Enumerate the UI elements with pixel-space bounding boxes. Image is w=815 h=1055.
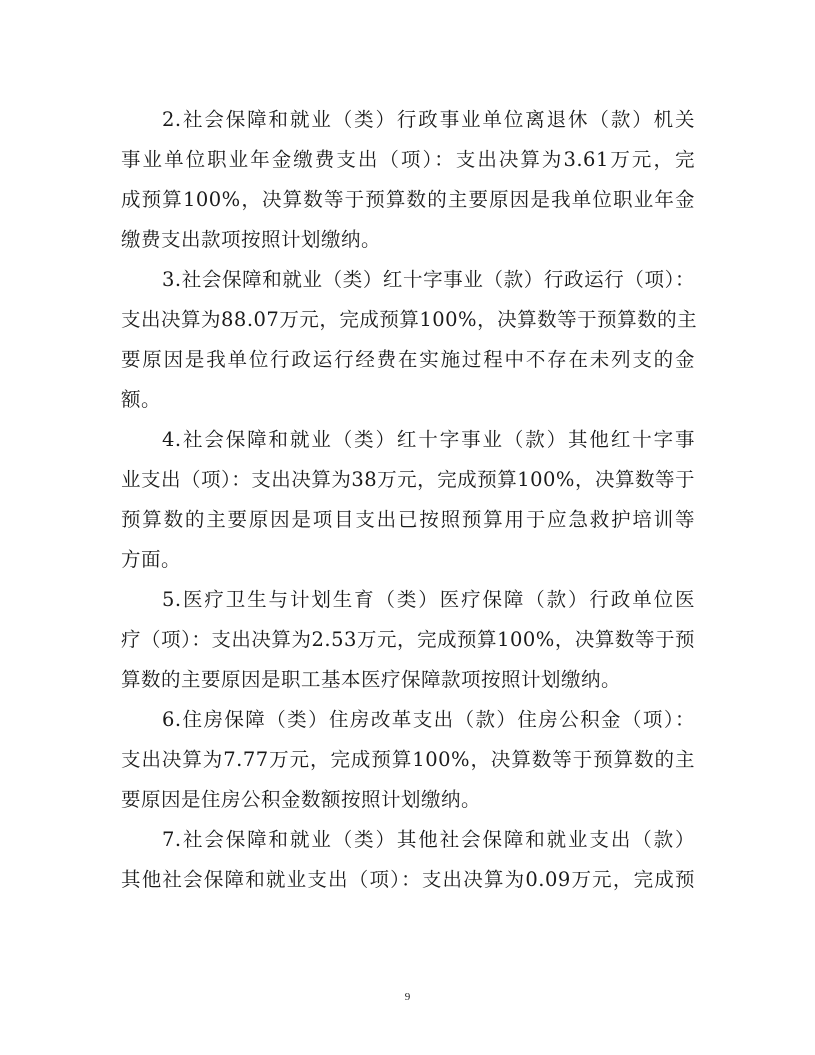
paragraph-3-line-3: 要原因是我单位行政运行经费在实施过程中不存在未列支的金 <box>121 348 695 371</box>
paragraph-7-line-2: 其他社会保障和就业支出（项）：支出决算为0.09万元，完成预 <box>121 868 695 891</box>
paragraph-7-line-1: 7.社会保障和就业（类）其他社会保障和就业支出（款） <box>162 828 695 851</box>
paragraph-2-line-3: 成预算100%，决算数等于预算数的主要原因是我单位职业年金 <box>121 188 695 211</box>
paragraph-5-line-2: 疗（项）：支出决算为2.53万元，完成预算100%，决算数等于预 <box>121 628 695 651</box>
paragraph-6-line-3: 要原因是住房公积金数额按照计划缴纳。 <box>121 788 482 811</box>
paragraph-3-line-1: 3.社会保障和就业（类）红十字事业（款）行政运行（项）： <box>162 268 695 291</box>
page-number: 9 <box>404 991 411 1003</box>
paragraph-6-line-2: 支出决算为7.77万元，完成预算100%，决算数等于预算数的主 <box>121 748 695 771</box>
paragraph-5-line-1: 5.医疗卫生与计划生育（类）医疗保障（款）行政单位医 <box>162 588 695 611</box>
paragraph-2-line-2: 事业单位职业年金缴费支出（项）：支出决算为3.61万元，完 <box>121 148 695 171</box>
paragraph-4-line-1: 4.社会保障和就业（类）红十字事业（款）其他红十字事 <box>162 428 695 451</box>
paragraph-2-line-4: 缴费支出款项按照计划缴纳。 <box>121 228 382 251</box>
paragraph-4-line-3: 预算数的主要原因是项目支出已按照预算用于应急救护培训等 <box>121 508 695 531</box>
paragraph-5-line-3: 算数的主要原因是职工基本医疗保障款项按照计划缴纳。 <box>121 668 622 691</box>
paragraph-4-line-2: 业支出（项）：支出决算为38万元，完成预算100%，决算数等于 <box>121 468 695 491</box>
paragraph-3-line-2: 支出决算为88.07万元，完成预算100%，决算数等于预算数的主 <box>121 308 698 331</box>
paragraph-6-line-1: 6.住房保障（类）住房改革支出（款）住房公积金（项）： <box>162 708 695 731</box>
paragraph-3-line-4: 额。 <box>121 388 162 411</box>
paragraph-2-line-1: 2.社会保障和就业（类）行政事业单位离退休（款）机关 <box>162 108 695 131</box>
paragraph-4-line-4: 方面。 <box>121 548 182 571</box>
